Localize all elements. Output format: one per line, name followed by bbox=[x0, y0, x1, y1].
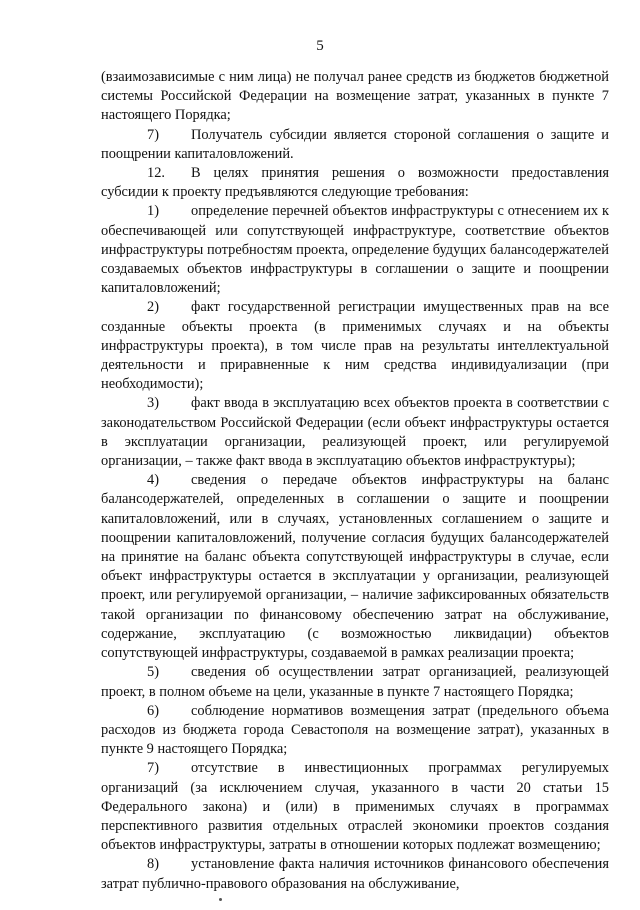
paragraph bbox=[101, 298, 609, 394]
paragraph bbox=[101, 164, 609, 202]
item-number: 12. bbox=[147, 165, 165, 182]
paragraph-text: соблюдение нормативов возмещения затрат (предельного объема расходов из бюджета города Севастополя на возмещение затрат), указанных в пункте 9 настоящего Порядка; bbox=[101, 702, 609, 758]
item-number: 6) bbox=[147, 702, 159, 719]
paragraph bbox=[101, 663, 609, 701]
paragraph-text: установление факта наличия источников финансового обеспечения затрат публично-правового образования на обслуживание, bbox=[101, 856, 609, 892]
item-number: 2) bbox=[147, 299, 159, 316]
paragraph bbox=[101, 202, 609, 298]
paragraph bbox=[101, 394, 609, 471]
paragraph-text: отсутствие в инвестиционных программах регулируемых организаций (за исключением случая, указанного в части 20 статьи 15 Федерального закона) и (или) в применимых случаях в программах перспективного развития отдельных отраслей экономики проектов создания объектов инфраструктуры, затраты в отношении которых подлежат возмещению; bbox=[101, 760, 609, 854]
paragraph bbox=[101, 702, 609, 760]
paragraph-text: сведения об осуществлении затрат организацией, реализующей проект, в полном объеме на цели, указанные в пункте 7 настоящего Порядка; bbox=[101, 664, 609, 700]
item-number: 3) bbox=[147, 395, 159, 412]
paragraph bbox=[101, 68, 609, 126]
paragraph bbox=[101, 759, 609, 855]
item-number: 7) bbox=[147, 760, 159, 777]
scan-speck bbox=[219, 898, 222, 901]
paragraph bbox=[101, 126, 609, 164]
item-number: 7) bbox=[147, 126, 159, 143]
paragraph-text: факт ввода в эксплуатацию всех объектов проекта в соответствии с законодательством Российской Федерации (если объект инфраструктуры остается в эксплуатации организации, реализующей проект, или регулируемой организации, – также факт ввода в эксплуатацию объектов инфраструктуры); bbox=[101, 395, 609, 470]
paragraph-text: (взаимозависимые с ним лица) не получал ранее средств из бюджетов бюджетной системы Российской Федерации на возмещение затрат, указанных в пункте 7 настоящего Порядка; bbox=[101, 69, 609, 124]
item-number: 8) bbox=[147, 856, 159, 873]
item-number: 4) bbox=[147, 472, 159, 489]
document-body bbox=[101, 68, 609, 894]
paragraph-text: сведения о передаче объектов инфраструктуры на баланс балансодержателей, определенных в соглашении о защите и поощрении капиталовложений, или в случаях, установленных соглашением о защите и поощрении капиталовложений, получение согласия будущих балансодержателей на принятие на баланс объекта сопутствующей инфраструктуры в случае, если объект инфраструктуры остается в эксплуатации у организации, реализующей проект, или регулируемой организации, – наличие зафиксированных обязательств такой организации по финансовому обеспечению затрат на обслуживание, содержание, эксплуатацию (с возможностью ликвидации) объектов сопутствующей инфраструктуры, создаваемой в рамках реализации проекта; bbox=[101, 472, 609, 662]
paragraph-text: определение перечней объектов инфраструктуры с отнесением их к обеспечивающей или сопутствующей инфраструктуре, соответствие объектов инфраструктуры потребностям проекта, определение будущих балансодержателей создаваемых объектов инфраструктуры в соглашении о защите и поощрении капиталовложений; bbox=[101, 203, 609, 297]
paragraph-text: В целях принятия решения о возможности предоставления субсидии к проекту предъявляются следующие требования: bbox=[101, 165, 609, 201]
item-number: 5) bbox=[147, 664, 159, 681]
item-number: 1) bbox=[147, 203, 159, 220]
paragraph bbox=[101, 471, 609, 663]
paragraph-text: Получатель субсидии является стороной соглашения о защите и поощрении капиталовложений. bbox=[101, 126, 609, 162]
paragraph-text: факт государственной регистрации имущественных прав на все созданные объекты проекта (в применимых случаях и на объекты инфраструктуры проекта), в том числе прав на результаты интеллектуальной деятельности и приравненные к ним средства индивидуализации (при необходимости); bbox=[101, 299, 609, 393]
paragraph bbox=[101, 855, 609, 893]
page-number: 5 bbox=[316, 38, 324, 54]
